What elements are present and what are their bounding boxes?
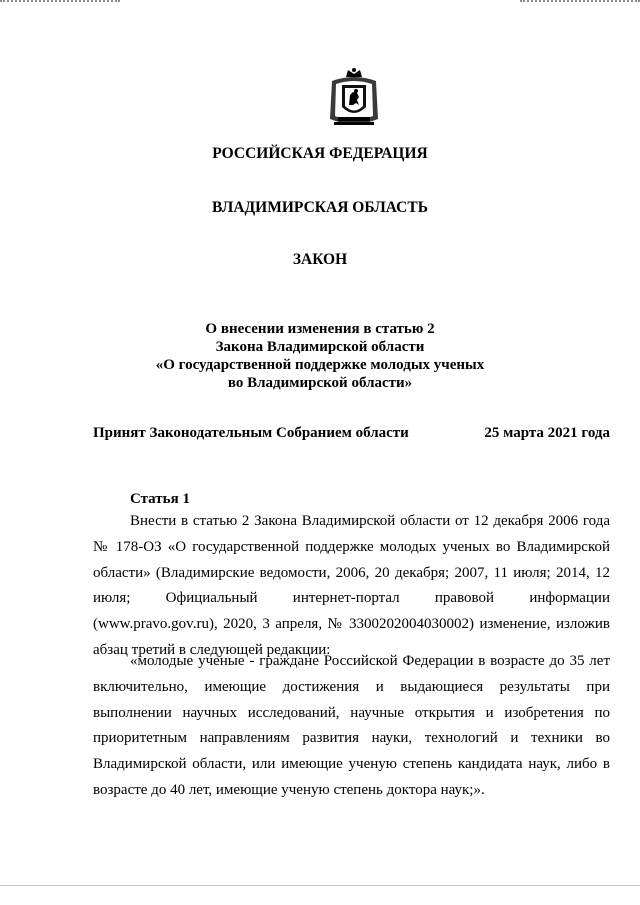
page-bottom-edge — [0, 885, 640, 886]
scan-edge-top-right — [520, 0, 640, 8]
document-type-heading: ЗАКОН — [292, 251, 348, 268]
law-title-line: Закона Владимирской области — [215, 339, 425, 355]
article-paragraph: «молодые ученые - граждане Российской Федерации в возрасте до 35 лет включительно, имеющие достижения и выдающиеся результаты при выполнении научных исследований, научные открытия и изобретения по приоритетным направлениям развития науки, технологий и техники во Владимирской области, или имеющие ученую степень кандидата наук, либо в возрасте до 40 лет, имеющие ученую степень доктора наук;». — [93, 653, 610, 798]
article-paragraph: Внести в статью 2 Закона Владимирской области от 12 декабря 2006 года № 178-ОЗ «О государственной поддержке молодых ученых во Владимирской области» (Владимирские ведомости, 2006, 20 декабря; 2007, 11 июля; 2014, 12 июля; Официальный интернет-портал правовой информации (www.pravo.gov.ru), 2020, 3 апреля, № 3300202004030002) изменение, изложив абзац третий в следующей редакции: — [93, 513, 610, 658]
country-heading: РОССИЙСКАЯ ФЕДЕРАЦИЯ — [212, 145, 428, 162]
region-heading: ВЛАДИМИРСКАЯ ОБЛАСТЬ — [212, 199, 428, 216]
law-title-line: О внесении изменения в статью 2 — [205, 321, 435, 337]
law-title-line: «О государственной поддержке молодых ученых — [155, 357, 485, 373]
article-heading: Статья 1 — [130, 491, 190, 507]
coat-of-arms-icon — [326, 67, 382, 129]
law-title — [0, 320, 640, 392]
scan-edge-top-left — [0, 0, 120, 8]
adopted-by-text: Принят Законодательным Собранием области — [93, 425, 409, 441]
adoption-date: 25 марта 2021 года — [484, 425, 610, 441]
law-title-line: во Владимирской области» — [227, 375, 413, 391]
